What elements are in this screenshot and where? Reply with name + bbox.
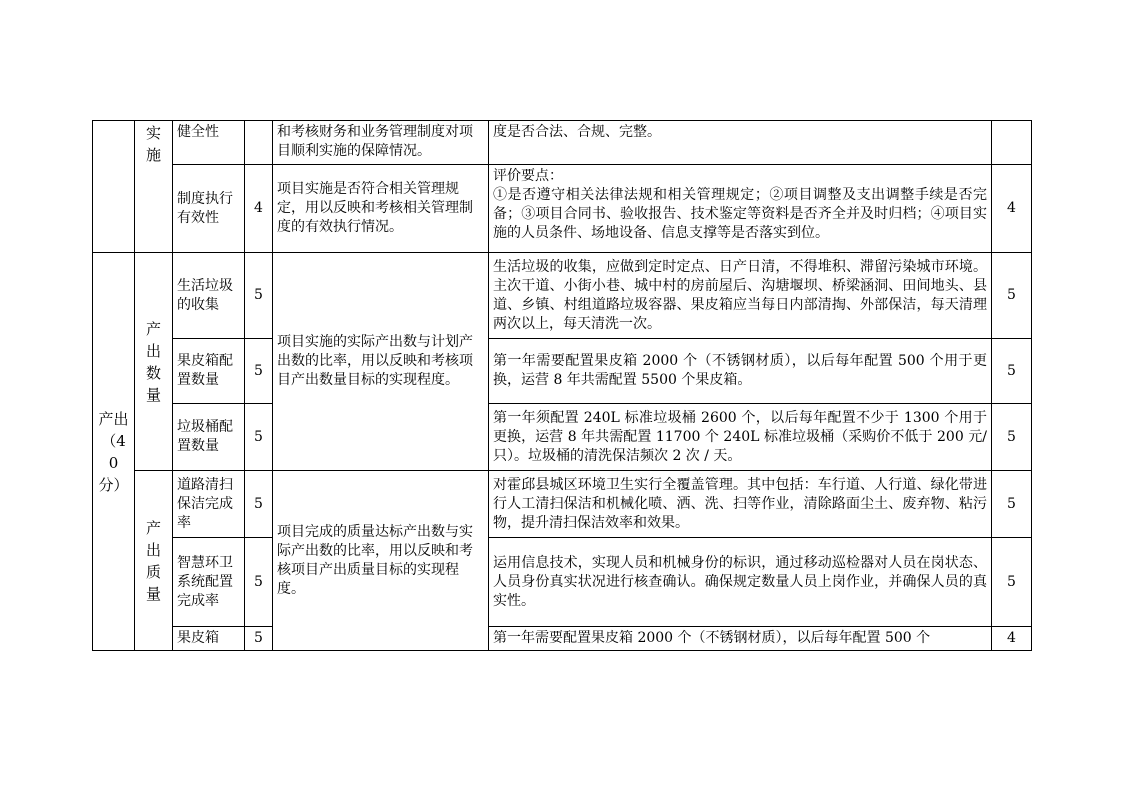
description-cell: 和考核财务和业务管理制度对项目顺利实施的保障情况。: [273, 121, 489, 165]
points-cell: 5: [245, 538, 273, 627]
criterion-cell: 道路清扫保洁完成率: [173, 471, 245, 538]
standard-cell: 生活垃圾的收集，应做到定时定点、日产日清，不得堆积、滞留污染城市环境。主次干道、小街小巷、城中村的房前屋后、沟塘堰坝、桥梁涵洞、田间地头、县道、乡镇、村组道路垃圾容器、果皮箱应当每日内部清掏、外部保洁，每天清理两次以上，每天清洗一次。: [489, 253, 992, 339]
level2-implementation: 实 施: [135, 121, 173, 253]
points-cell: 5: [245, 339, 273, 404]
criterion-cell: 果皮箱配置数量: [173, 339, 245, 404]
group-description-quantity: 项目实施的实际产出数与计划产出数的比率，用以反映和考核项目产出数量目标的实现程度。: [273, 253, 489, 471]
table-row: [93, 471, 1032, 538]
score-cell: 5: [992, 253, 1032, 339]
level1-empty-cell: [93, 121, 135, 253]
points-cell: [245, 121, 273, 165]
standard-cell: 第一年需要配置果皮箱 2000 个（不锈钢材质），以后每年配置 500 个用于更换，运营 8 年共需配置 5500 个果皮箱。: [489, 339, 992, 404]
table-row: [93, 253, 1032, 339]
standard-cell: 第一年需要配置果皮箱 2000 个（不锈钢材质），以后每年配置 500 个: [489, 627, 992, 651]
score-cell: 5: [992, 471, 1032, 538]
score-cell: 5: [992, 339, 1032, 404]
table-row: [93, 538, 1032, 627]
points-cell: 5: [245, 253, 273, 339]
level2-quantity: 产 出 数 量: [135, 253, 173, 471]
criterion-cell: 果皮箱: [173, 627, 245, 651]
standard-cell: 对霍邱县城区环境卫生实行全覆盖管理。其中包括：车行道、人行道、绿化带进行人工清扫保洁和机械化喷、洒、洗、扫等作业，清除路面尘土、废弃物、粘污物，提升清扫保洁效率和效果。: [489, 471, 992, 538]
score-cell: 5: [992, 404, 1032, 471]
group-description-quality: 项目完成的质量达标产出数与实际产出数的比率，用以反映和考核项目产出质量目标的实现程度。: [273, 471, 489, 651]
table-row: [93, 627, 1032, 651]
criterion-cell: 智慧环卫系统配置完成率: [173, 538, 245, 627]
score-cell: 4: [992, 165, 1032, 253]
standard-cell: 第一年须配置 240L 标准垃圾桶 2600 个，以后每年配置不少于 1300 个用于更换，运营 8 年共需配置 11700 个 240L 标准垃圾桶（采购价不低于 200 元/只）。垃圾桶的清洗保洁频次 2 次 / 天。: [489, 404, 992, 471]
table-row: [93, 121, 1032, 165]
points-cell: 5: [245, 471, 273, 538]
criterion-cell: 垃圾桶配置数量: [173, 404, 245, 471]
level1-output: 产出 （40 分）: [93, 253, 135, 651]
points-cell: 5: [245, 627, 273, 651]
criterion-cell: 制度执行 有效性: [173, 165, 245, 253]
criterion-cell: 健全性: [173, 121, 245, 165]
description-cell: 项目实施是否符合相关管理规定，用以反映和考核相关管理制度的有效执行情况。: [273, 165, 489, 253]
score-cell: 4: [992, 627, 1032, 651]
standard-cell: 度是否合法、合规、完整。: [489, 121, 992, 165]
score-cell: 5: [992, 538, 1032, 627]
score-cell: [992, 121, 1032, 165]
table-row: [93, 165, 1032, 253]
standard-cell: 评价要点： ①是否遵守相关法律法规和相关管理规定；②项目调整及支出调整手续是否完备；③项目合同书、验收报告、技术鉴定等资料是否齐全并及时归档；④项目实施的人员条件、场地设备、信息支撑等是否落实到位。: [489, 165, 992, 253]
evaluation-table: [92, 120, 1032, 651]
points-cell: 4: [245, 165, 273, 253]
criterion-cell: 生活垃圾的收集: [173, 253, 245, 339]
points-cell: 5: [245, 404, 273, 471]
level2-quality: 产 出 质 量: [135, 471, 173, 651]
table-row: [93, 404, 1032, 471]
standard-cell: 运用信息技术，实现人员和机械身份的标识，通过移动巡检器对人员在岗状态、人员身份真实状况进行核查确认。确保规定数量人员上岗作业，并确保人员的真实性。: [489, 538, 992, 627]
table-row: [93, 339, 1032, 404]
